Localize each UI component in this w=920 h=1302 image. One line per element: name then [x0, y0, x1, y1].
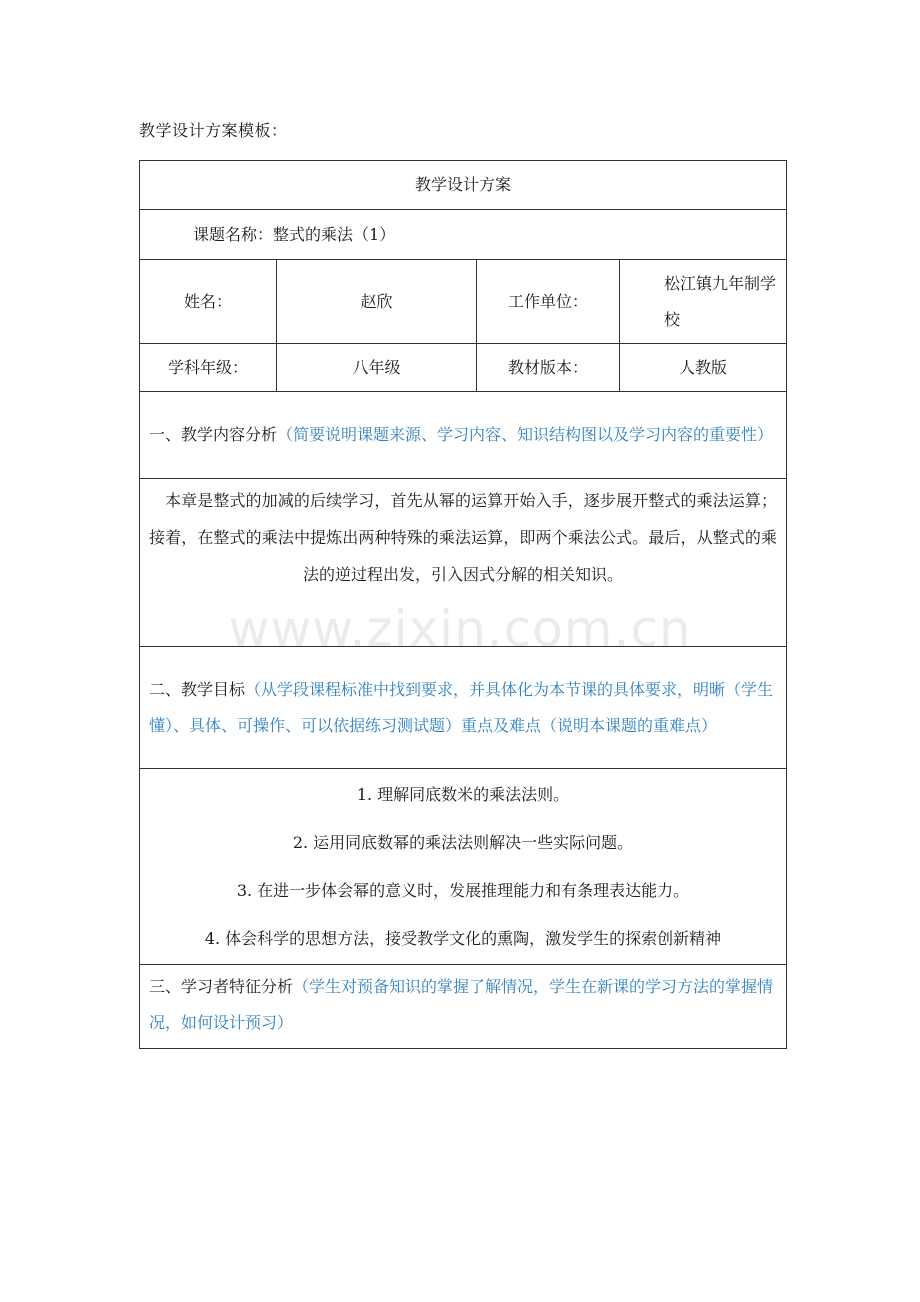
info-row-name — [140, 260, 787, 344]
section1-header — [140, 392, 787, 479]
course-value: 整式的乘法（1） — [273, 224, 396, 244]
section2-header — [140, 647, 787, 769]
section2-hint: （从学段课程标准中找到要求，并具体化为本节课的具体要求，明晰（学生懂）、具体、可操作、可以依据练习测试题）重点及难点（说明本课题的重难点） — [149, 679, 774, 735]
info-row-subject — [140, 344, 787, 392]
course-label: 课题名称： — [193, 224, 274, 244]
section2-goals — [140, 769, 787, 965]
section2-goals-row — [140, 769, 787, 965]
course-cell — [140, 210, 787, 260]
section2-title: 二、教学目标 — [149, 679, 246, 699]
unit-value: 松江镇九年制学校 — [620, 260, 787, 344]
section1-header-row — [140, 392, 787, 479]
textbook-label: 教材版本： — [477, 344, 620, 392]
section1-content: 本章是整式的加减的后续学习，首先从幂的运算开始入手，逐步展开整式的乘法运算；接着，在整式的乘法中提炼出两种特殊的乘法运算，即两个乘法公式。最后，从整式的乘法的逆过程出发，引入因式分解的相关知识。 — [140, 479, 787, 647]
name-label: 姓名： — [140, 260, 277, 344]
goal-item-1: 1. 理解同底数米的乘法法则。 — [356, 784, 570, 804]
section2-header-row — [140, 647, 787, 769]
unit-label: 工作单位： — [477, 260, 620, 344]
watermark-text: www.zixin.com.cn — [228, 600, 692, 658]
textbook-value: 人教版 — [620, 344, 787, 392]
section3-header — [140, 965, 787, 1049]
goal-item-3: 3. 在进一步体会幂的意义时，发展推理能力和有条理表达能力。 — [236, 880, 690, 900]
subject-value: 八年级 — [277, 344, 477, 392]
course-row — [140, 210, 787, 260]
document-heading: 教学设计方案模板： — [139, 121, 288, 140]
name-value: 赵欣 — [277, 260, 477, 344]
section3-hint: （学生对预备知识的掌握了解情况，学生在新课的学习方法的掌握情况，如何设计预习） — [149, 977, 774, 1032]
table-title-row — [140, 161, 787, 210]
goal-item-2: 2. 运用同底数幂的乘法法则解决一些实际问题。 — [292, 832, 634, 852]
table-title: 教学设计方案 — [140, 161, 787, 210]
section3-header-row — [140, 965, 787, 1049]
section1-hint: （简要说明课题来源、学习内容、知识结构图以及学习内容的重要性） — [277, 425, 774, 444]
goal-item-4: 4. 体会科学的思想方法，接受教学文化的熏陶，激发学生的探索创新精神 — [204, 928, 722, 948]
teaching-plan-table — [139, 160, 787, 1049]
subject-label: 学科年级： — [140, 344, 277, 392]
section1-title: 一、教学内容分析 — [149, 425, 278, 444]
section1-content-row — [140, 479, 787, 647]
section3-title: 三、学习者特征分析 — [149, 977, 294, 996]
